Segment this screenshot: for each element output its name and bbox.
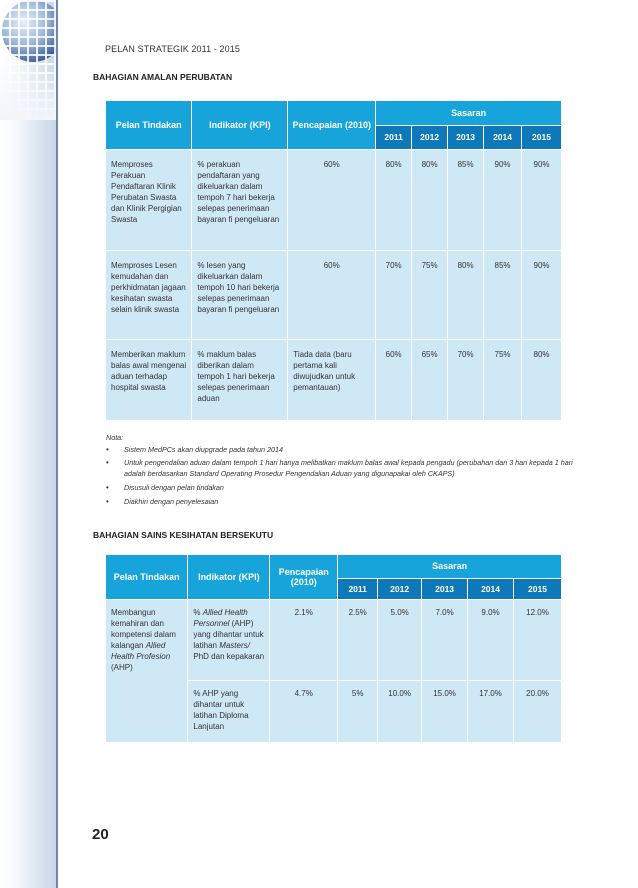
- cell-kpi: % lesen yang dikeluarkan dalam tempoh 10 hari bekerja selepas penerimaan bayaran fi pengeluaran: [192, 250, 288, 339]
- cell-kpi: % maklum balas diberikan dalam tempoh 1 hari bekerja selepas penerimaan aduan: [192, 339, 288, 420]
- cell-target: 9.0%: [468, 599, 514, 680]
- cell-target: 80%: [522, 339, 562, 420]
- col-header-year: 2014: [484, 125, 522, 149]
- cell-achievement: 60%: [288, 250, 376, 339]
- col-header-year: 2015: [522, 125, 562, 149]
- bullet-icon: •: [106, 497, 109, 506]
- table-row: [106, 149, 562, 250]
- col-header-target: Sasaran: [338, 555, 562, 578]
- bullet-icon: •: [106, 445, 109, 454]
- cell-target: 90%: [522, 149, 562, 250]
- cell-target: 75%: [412, 250, 448, 339]
- tile-artwork: [0, 0, 58, 120]
- col-header-action: Pelan Tindakan: [106, 101, 192, 149]
- col-header-year: 2011: [376, 125, 412, 149]
- note-item: • Sistem MedPCs akan diupgrade pada tahun 2014: [106, 445, 284, 454]
- cell-kpi: % perakuan pendaftaran yang dikeluarkan dalam tempoh 7 hari bekerja selepas penerimaan bayaran fi pengeluaran: [192, 149, 288, 250]
- kpi-table-amalan-perubatan: [106, 101, 562, 421]
- note-item: • Diakhiri dengan penyelesaian: [106, 497, 219, 506]
- cell-target: 12.0%: [514, 599, 562, 680]
- table-notes: [106, 432, 576, 509]
- col-header-achievement: Pencapaian (2010): [270, 555, 338, 599]
- col-header-year: 2013: [448, 125, 484, 149]
- cell-achievement: 2.1%: [270, 599, 338, 680]
- cell-action: Membangun kemahiran dan kompetensi dalam kalangan Allied Health Profesion (AHP): [106, 599, 188, 742]
- cell-target: 5.0%: [378, 599, 422, 680]
- cell-target: 20.0%: [514, 680, 562, 742]
- col-header-year: 2012: [412, 125, 448, 149]
- col-header-achievement: Pencapaian (2010): [288, 101, 376, 149]
- page-number: 20: [92, 826, 109, 843]
- cell-target: 10.0%: [378, 680, 422, 742]
- note-item: • Disusuli dengan pelan tindakan: [106, 483, 224, 492]
- section-title-sains-kesihatan: BAHAGIAN SAINS KESIHATAN BERSEKUTU: [93, 530, 274, 540]
- col-header-action: Pelan Tindakan: [106, 555, 188, 599]
- col-header-kpi: Indikator (KPI): [188, 555, 270, 599]
- table-row: [106, 339, 562, 420]
- bullet-icon: •: [106, 483, 109, 492]
- notes-label: Nota:: [106, 433, 124, 442]
- col-header-year: 2011: [338, 578, 378, 599]
- cell-target: 70%: [448, 339, 484, 420]
- cell-target: 85%: [448, 149, 484, 250]
- cell-target: 80%: [412, 149, 448, 250]
- cell-action: Memproses Perakuan Pendaftaran Klinik Perubatan Swasta dan Klinik Pergigian Swasta: [106, 149, 192, 250]
- cell-target: 7.0%: [422, 599, 468, 680]
- cell-target: 70%: [376, 250, 412, 339]
- bullet-icon: •: [106, 458, 109, 467]
- cell-target: 85%: [484, 250, 522, 339]
- cell-target: 2.5%: [338, 599, 378, 680]
- col-header-kpi: Indikator (KPI): [192, 101, 288, 149]
- cell-action: Memproses Lesen kemudahan dan perkhidmatan jagaan kesihatan swasta selain klinik swasta: [106, 250, 192, 339]
- table-row: [106, 599, 562, 680]
- cell-target: 15.0%: [422, 680, 468, 742]
- note-item: • Untuk pengendalian aduan dalam tempoh 1 hari hanya melibatkan maklum balas awal kepada pengadu (perubahan dari 3 hari kepada 1 hari adalah berdasarkan Standard Operating Prosedur Pengendalian Aduan yang digunapakai oleh CKAPS): [106, 458, 573, 478]
- cell-target: 60%: [376, 339, 412, 420]
- col-header-year: 2015: [514, 578, 562, 599]
- cell-target: 65%: [412, 339, 448, 420]
- col-header-year: 2014: [468, 578, 514, 599]
- page-header: PELAN STRATEGIK 2011 - 2015: [105, 44, 240, 54]
- side-decoration: [0, 0, 58, 888]
- table-row: [106, 250, 562, 339]
- cell-kpi: % AHP yang dihantar untuk latihan Diploma Lanjutan: [188, 680, 270, 742]
- kpi-table-sains-kesihatan: [106, 555, 562, 743]
- col-header-year: 2012: [378, 578, 422, 599]
- cell-target: 80%: [376, 149, 412, 250]
- cell-target: 90%: [522, 250, 562, 339]
- cell-kpi: % Allied Health Personnel (AHP) yang dihantar untuk latihan Masters/ PhD dan kepakaran: [188, 599, 270, 680]
- cell-target: 80%: [448, 250, 484, 339]
- cell-target: 90%: [484, 149, 522, 250]
- col-header-target: Sasaran: [376, 101, 562, 125]
- col-header-year: 2013: [422, 578, 468, 599]
- cell-target: 75%: [484, 339, 522, 420]
- cell-achievement: 60%: [288, 149, 376, 250]
- section-title-amalan-perubatan: BAHAGIAN AMALAN PERUBATAN: [93, 72, 233, 82]
- cell-action: Memberikan maklum balas awal mengenai aduan terhadap hospital swasta: [106, 339, 192, 420]
- cell-achievement: 4.7%: [270, 680, 338, 742]
- cell-achievement: Tiada data (baru pertama kali diwujudkan untuk pemantauan): [288, 339, 376, 420]
- cell-target: 17.0%: [468, 680, 514, 742]
- cell-target: 5%: [338, 680, 378, 742]
